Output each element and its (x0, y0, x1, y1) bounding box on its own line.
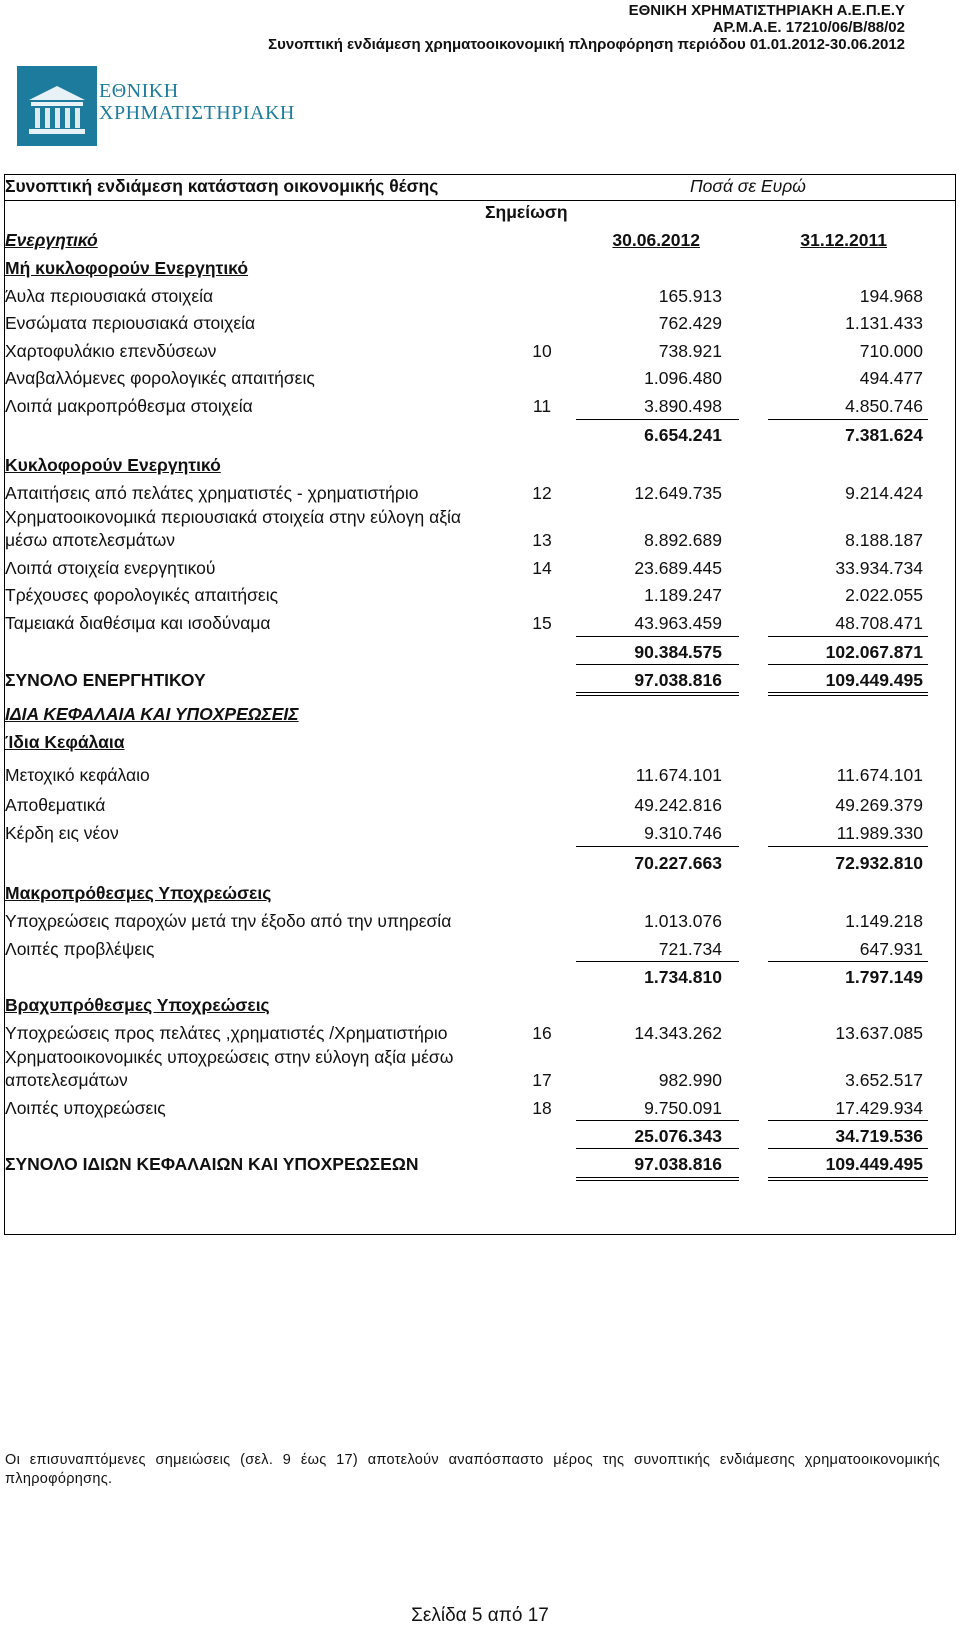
table-row-label-line1: Χρηματοοικονομικά περιουσιακά στοιχεία στην εύλογη αξία (5, 507, 462, 527)
company-logo (17, 66, 307, 146)
page-number: Σελίδα 5 από 17 (411, 1605, 549, 1626)
table-row: Υποχρεώσεις προς πελάτες ,χρηματιστές /Χρηματιστήριο 16 14.343.262 13.637.085 (5, 1023, 923, 1043)
table-row: Λοιπές προβλέψεις 721.734 647.931 (5, 939, 923, 959)
table-row: Αναβαλλόμενες φορολογικές απαιτήσεις 1.096.480 494.477 (5, 368, 923, 388)
logo-text-line1: ΕΘΝΙΚΗ (99, 80, 179, 102)
assets-header: Ενεργητικό (5, 230, 98, 250)
table-row: Άυλα περιουσιακά στοιχεία 165.913 194.968 (5, 286, 923, 306)
section-shortterm-liabilities: Βραχυπρόθεσμες Υποχρεώσεις (5, 995, 270, 1015)
table-row: Ταμειακά διαθέσιμα και ισοδύναμα 15 43.963.459 48.708.471 (5, 613, 923, 633)
table-row: Λοιπές υποχρεώσεις 18 9.750.091 17.429.934 (5, 1098, 923, 1118)
table-row: μέσω αποτελεσμάτων 13 8.892.689 8.188.187 (5, 530, 923, 550)
table-row: Υποχρεώσεις παροχών μετά την έξοδο από την υπηρεσία 1.013.076 1.149.218 (5, 911, 923, 931)
subtotal-longterm-row: 1.734.810 1.797.149 (644, 967, 923, 987)
company-name: ΕΘΝΙΚΗ ΧΡΗΜΑΤΙΣΤΗΡΙΑΚΗ Α.Ε.Π.Ε.Υ (628, 2, 905, 19)
statement-title: Συνοπτική ενδιάμεση κατάσταση οικονομικής θέσης (5, 176, 439, 196)
table-row-label-line1: Χρηματοοικονομικές υποχρεώσεις στην εύλογη αξία μέσω (5, 1047, 454, 1067)
table-row: Αποθεματικά 49.242.816 49.269.379 (5, 795, 923, 815)
section-longterm-liabilities: Μακροπρόθεσμες Υποχρεώσεις (5, 883, 272, 903)
registration-number: ΑΡ.Μ.Α.Ε. 17210/06/Β/88/02 (712, 19, 905, 36)
table-row: Λοιπά μακροπρόθεσμα στοιχεία 11 3.890.498 4.850.746 (5, 396, 923, 416)
note-column-header: Σημείωση (485, 202, 568, 222)
table-row: Ενσώματα περιουσιακά στοιχεία 762.429 1.131.433 (5, 313, 923, 333)
footnote: Οι επισυναπτόμενες σημειώσεις (σελ. 9 έως 17) αποτελούν αναπόσπαστο μέρος της συνοπτικής ενδιάμεσης χρηματοοικονομικής πληροφόρησης. (5, 1452, 940, 1487)
total-assets-row: ΣΥΝΟΛΟ ΕΝΕΡΓΗΤΙΚΟΥ 97.038.816 109.449.495 (5, 670, 923, 690)
currency-label: Ποσά σε Ευρώ (690, 176, 806, 196)
logo-text-line2: ΧΡΗΜΑΤΙΣΤΗΡΙΑΚΗ (99, 102, 295, 124)
logo-building-icon (17, 66, 97, 146)
column-date-2: 31.12.2011 (800, 230, 887, 250)
statement-title-row (5, 174, 955, 198)
assets-header-row (5, 228, 955, 252)
subtotal-noncurrent-row: 6.654.241 7.381.624 (644, 425, 923, 445)
equity-liabilities-header: ΙΔΙΑ ΚΕΦΑΛΑΙΑ ΚΑΙ ΥΠΟΧΡΕΩΣΕΙΣ (5, 704, 299, 724)
table-row: Κέρδη εις νέον 9.310.746 11.989.330 (5, 823, 923, 843)
table-row: Χαρτοφυλάκιο επενδύσεων 10 738.921 710.000 (5, 341, 923, 361)
subtotal-equity-row: 70.227.663 72.932.810 (634, 853, 923, 873)
report-period: Συνοπτική ενδιάμεση χρηματοοικονομική πληροφόρηση περιόδου 01.01.2012-30.06.2012 (268, 36, 905, 53)
subtotal-shortterm-row: 25.076.343 34.719.536 (634, 1126, 923, 1146)
total-equity-liabilities-row: ΣΥΝΟΛΟ ΙΔΙΩΝ ΚΕΦΑΛΑΙΩΝ ΚΑΙ ΥΠΟΧΡΕΩΣΕΩΝ 97.038.816 109.449.495 (5, 1154, 923, 1174)
column-date-1: 30.06.2012 (612, 230, 700, 250)
table-row: Λοιπά στοιχεία ενεργητικού 14 23.689.445 33.934.734 (5, 558, 923, 578)
table-row: Μετοχικό κεφάλαιο 11.674.101 11.674.101 (5, 765, 923, 785)
subtotal-current-row: 90.384.575 102.067.871 (634, 642, 923, 662)
table-row: αποτελεσμάτων 17 982.990 3.652.517 (5, 1070, 923, 1090)
section-current-assets: Κυκλοφορούν Ενεργητικό (5, 455, 221, 475)
section-noncurrent-assets: Μή κυκλοφορούν Ενεργητικό (5, 258, 249, 278)
table-row: Τρέχουσες φορολογικές απαιτήσεις 1.189.247 2.022.055 (5, 585, 923, 605)
table-row: Απαιτήσεις από πελάτες χρηματιστές - χρηματιστήριο 12 12.649.735 9.214.424 (5, 483, 923, 503)
section-equity: Ίδια Κεφάλαια (5, 732, 125, 752)
